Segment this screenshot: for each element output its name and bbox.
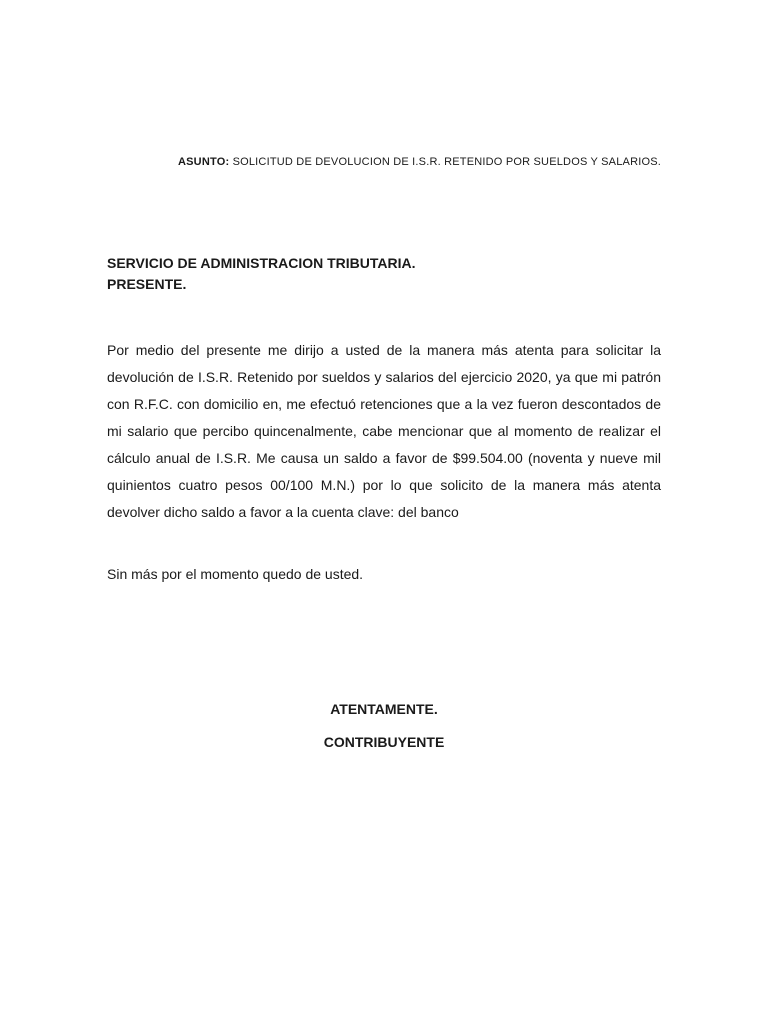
- recipient-name: SERVICIO DE ADMINISTRACION TRIBUTARIA.: [107, 255, 416, 271]
- signature-atentamente: ATENTAMENTE.: [330, 701, 438, 717]
- subject-line: [178, 156, 678, 168]
- closing-line: Sin más por el momento quedo de usted.: [107, 566, 364, 582]
- body-paragraph: Por medio del presente me dirijo a usted de la manera más atenta para solicitar la devolución de I.S.R. Retenido por sueldos y salarios del ejercicio 2020, ya que mi patrón con R.F.C. con domicilio en, me efectuó retenciones que a la vez fueron descontados de mi salario que percibo quincenalmente, cabe mencionar que al momento de realizar el cálculo anual de I.S.R. Me causa un saldo a favor de $99.504.00 (noventa y nueve mil quinientos cuatro pesos 00/100 M.N.) por lo que solicito de la manera más atenta devolver dicho saldo a favor a la cuenta clave: del banco: [107, 342, 661, 520]
- subject-label: ASUNTO:: [178, 156, 230, 168]
- recipient-block: [107, 253, 416, 295]
- signature-contribuyente: CONTRIBUYENTE: [323, 734, 445, 750]
- subject-text: SOLICITUD DE DEVOLUCION DE I.S.R. RETENIDO POR SUELDOS Y SALARIOS.: [229, 156, 662, 168]
- recipient-presente: PRESENTE.: [107, 276, 187, 292]
